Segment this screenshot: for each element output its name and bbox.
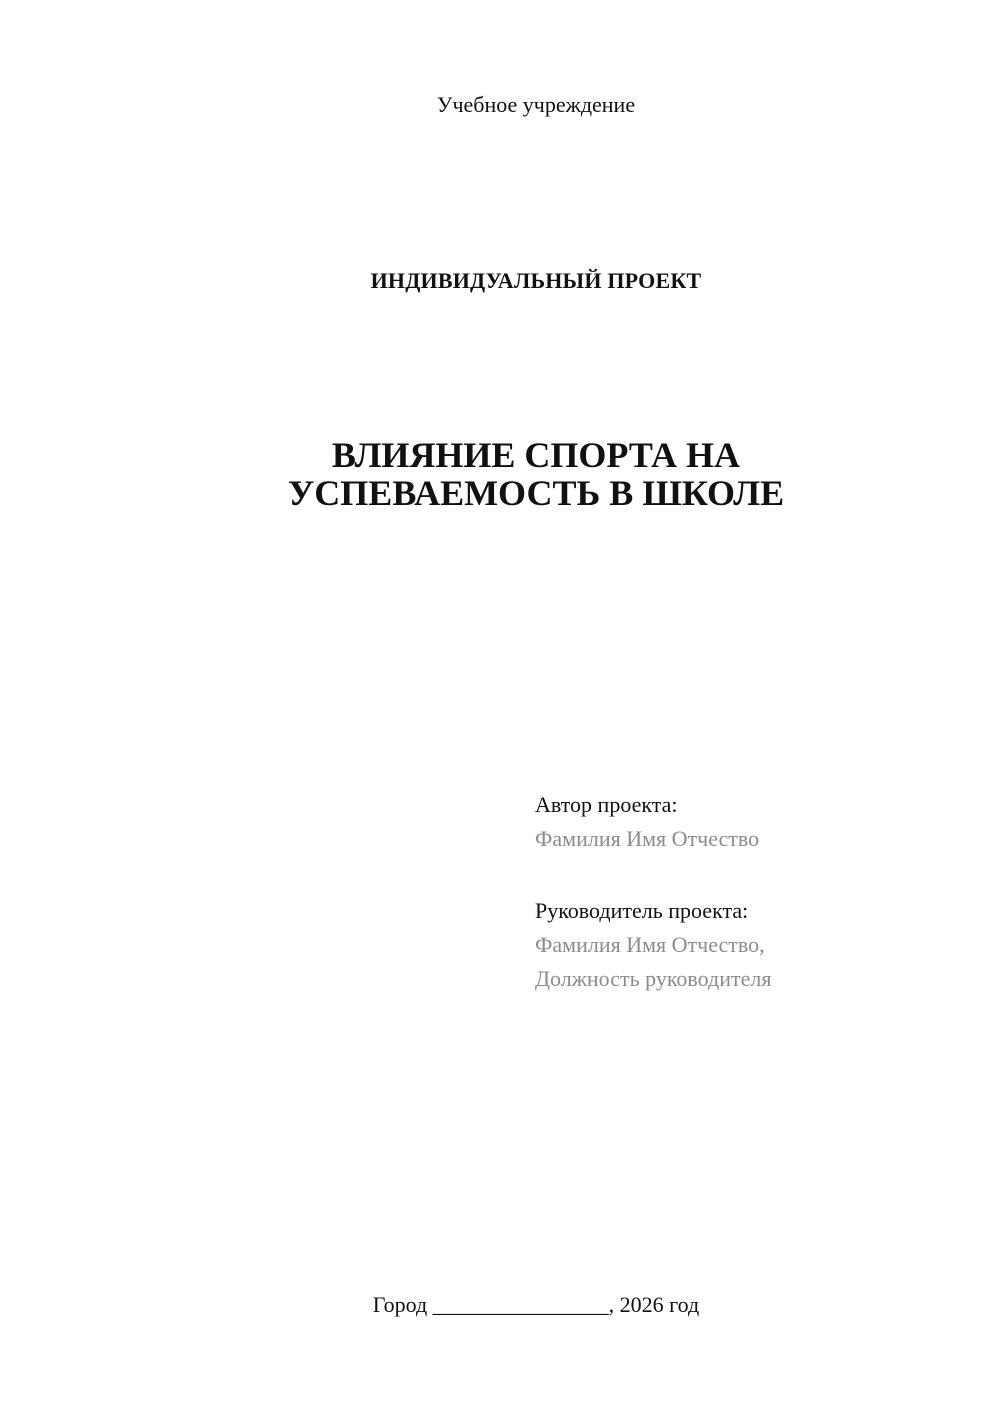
- author-label: Автор проекта:: [535, 792, 678, 817]
- document-type-heading: ИНДИВИДУАЛЬНЫЙ ПРОЕКТ: [370, 268, 702, 293]
- project-title-line-1: ВЛИЯНИЕ СПОРТА НА: [331, 435, 741, 475]
- info-spacer: [535, 856, 975, 894]
- author-name-placeholder: Фамилия Имя Отчество: [535, 826, 760, 851]
- project-title: [0, 436, 1000, 512]
- supervisor-label: Руководитель проекта:: [535, 898, 749, 923]
- project-info-block: [535, 788, 975, 996]
- city-year-footer: Город ________________, 2026 год: [372, 1292, 700, 1317]
- supervisor-name-placeholder: Фамилия Имя Отчество,: [535, 932, 765, 957]
- institution-name: Учебное учреждение: [436, 92, 636, 117]
- supervisor-position-placeholder: Должность руководителя: [535, 966, 772, 991]
- project-title-line-2: УСПЕВАЕМОСТЬ В ШКОЛЕ: [287, 473, 785, 513]
